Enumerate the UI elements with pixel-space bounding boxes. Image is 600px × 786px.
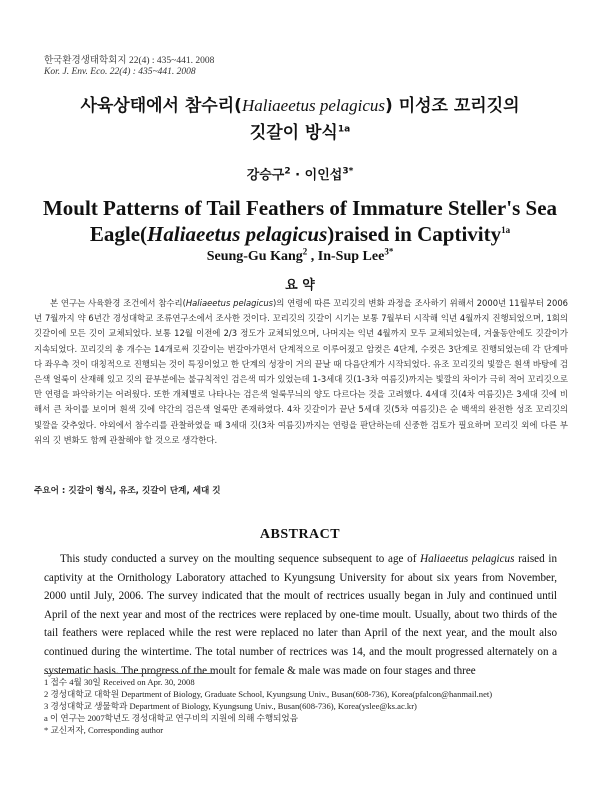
korean-title-line1: [20, 94, 580, 118]
english-title-species: Haliaeetus pelagicus: [147, 222, 328, 246]
abstract-text-pre: This study conducted a survey on the moulting sequence subsequent to age of: [60, 553, 421, 565]
korean-author-2-mark: 3*: [342, 166, 354, 177]
korean-title-part1: 사육상태에서 참수리(: [80, 96, 242, 116]
korean-title-line2: [20, 121, 580, 145]
korean-author-separator: ·: [290, 168, 305, 183]
korean-title-line2-text: 깃갈이 방식: [249, 123, 338, 143]
journal-header-english: Kor. J. Env. Eco. 22(4) : 435~441. 2008: [44, 67, 196, 77]
korean-author-1-mark: 2: [284, 166, 291, 177]
korean-abstract-heading: 요 약: [285, 278, 315, 293]
english-title-line2: [20, 221, 580, 248]
journal-header-korean: 한국환경생태학회지 22(4) : 435~441. 2008: [44, 56, 215, 66]
korean-title-footnote-mark: 1a: [337, 124, 351, 135]
footnote-affiliation-1: 2 경성대학교 대학원 Department of Biology, Graduate School, Kyungsung Univ., Busan(608-736), Korea(pfalcon@hanmail.net): [44, 689, 493, 699]
english-authors: [0, 246, 600, 265]
english-author-2: In-Sup Lee: [317, 249, 385, 264]
korean-authors: [0, 164, 600, 183]
footnote-corresponding-author: * 교신저자, Corresponding author: [44, 725, 164, 735]
english-author-1-mark: 2: [302, 246, 308, 257]
footnote-received: 1 접수 4월 30일 Received on Apr. 30, 2008: [44, 677, 195, 687]
english-title-footnote-mark: 1a: [501, 225, 511, 235]
english-author-1: Seung-Gu Kang: [206, 249, 303, 264]
abstract-species: Haliaeetus pelagicus: [420, 553, 515, 565]
footnote-affiliation-2: 3 경성대학교 생물학과 Department of Biology, Kyungsung Univ., Busan(608-736), Korea(yslee@ks.ac.kr): [44, 701, 417, 711]
english-author-separator: ,: [307, 249, 318, 264]
english-author-2-mark: 3*: [384, 246, 394, 257]
korean-author-1: 강승구: [246, 168, 285, 183]
english-title-part-b: )raised in Captivity: [327, 222, 502, 246]
korean-title-part2: ) 미성조 꼬리깃의: [385, 96, 520, 116]
korean-author-2: 이인섭: [304, 168, 343, 183]
english-title-line1: Moult Patterns of Tail Feathers of Immature Steller's Sea: [42, 196, 558, 220]
footnote-divider: [44, 673, 214, 674]
keywords: 주요어 : 깃갈이 형식, 유조, 깃갈이 단계, 세대 깃: [34, 486, 221, 496]
korean-abstract-body: [34, 296, 568, 448]
korean-abstract-species: Haliaeetus pelagicus: [185, 298, 273, 308]
abstract-heading: ABSTRACT: [259, 527, 341, 542]
footnote-funding: a 이 연구는 2007학년도 경성대학교 연구비의 지원에 의해 수행되었음: [44, 713, 299, 723]
korean-abstract-text-pre: 본 연구는 사육환경 조건에서 참수리(: [50, 298, 186, 308]
abstract-text-post: raised in captivity at the Ornithology Laboratory attached to Kyungsung University for about six years from November, 2000 until July, 2006. The survey indicated that the moult of rectrices usually began in July and continued until April of the next year and most of the rectrices were replaced by one-time moult. Usually, about two thirds of the tail feathers were replaced while the rest were replaced no later than April of the next year, and the moult also continued during the wintertime. The total number of rectrices was 14, and the moult progressed alternately on a systematic basis. The progress of the moult for female & male was made on four stages and three: [44, 553, 557, 677]
abstract-body: [44, 550, 557, 680]
english-title-part-a: Eagle(: [89, 222, 148, 246]
korean-title-species: Haliaeetus pelagicus: [241, 96, 385, 115]
korean-abstract-text-post: )의 연령에 따른 꼬리깃의 변화 과정을 조사하기 위해서 2000년 11월부터 2006년 7월까지 약 6년간 경성대학교 조류연구소에서 조사한 것이다. 꼬리깃의 깃갈이 시기는 보통 7월부터 시작해 익년 4월까지 진행되었으며, 1회의 깃갈이에 모든 깃이 교체되었다. 보통 12월 이전에 2/3 정도가 교체되었으며, 나머지는 익년 4월까지 모두 교체되었는데, 겨울동안에도 깃갈이가 지속되었다. 꼬리깃의 총 개수는 14개로써 깃갈이는 번갈아가면서 단계적으로 이루어졌고 암컷은 4단계, 수컷은 3단계로 진행되었는데 각 단계마다 좌우측 것이 대칭적으로 진행되는 것이 특징이었고 한 단계의 성장이 거의 끝날 때 다음단계가 시작되었다. 유조 꼬리깃의 빛깔은 흰색 바탕에 검은색 얼룩이 산재해 있고 깃의 끝부분에는 불규칙적인 검은색 띠가 있었는데 1-3세대 깃(1-3차 여름깃)까지는 빛깔의 차이가 극히 적어 꼬리깃으로만 연령을 파악하기는 어려웠다. 또한 개체별로 나타나는 검은색 얼룩무늬의 양도 다르다는 것을 고려했다. 4세대 깃(4차 여름깃)은 3세대 깃에 비해서 큰 차이를 보이며 흰색 깃에 약간의 검은색 얼룩만 존재하였다. 4차 깃갈이가 끝난 5세대 깃(5차 여름깃)은 순 백색의 완전한 성조 꼬리깃의 빛깔을 갖추었다. 야외에서 참수리를 관찰하였을 때 3세대 깃(3차 여름깃)까지는 연령을 판단하는데 신중한 검토가 필요하며 꼬리깃 외에 다른 부위의 깃 변화도 함께 관찰해야 할 것으로 생각한다.: [34, 298, 568, 445]
